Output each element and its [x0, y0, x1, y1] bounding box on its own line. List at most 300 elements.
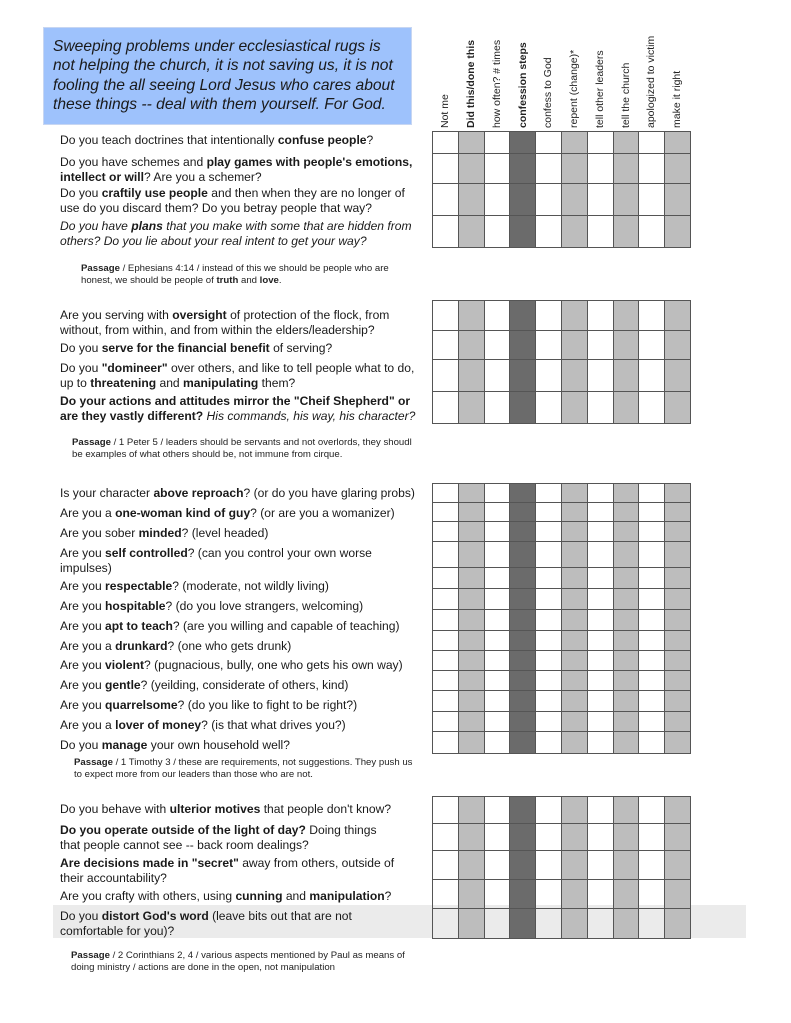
check-cell[interactable] [613, 568, 639, 589]
check-cell[interactable] [561, 732, 587, 754]
check-cell[interactable] [639, 712, 665, 732]
column-header-how-often: how often? # times [491, 39, 503, 128]
check-cell[interactable] [587, 909, 613, 939]
check-cell[interactable] [433, 909, 459, 939]
check-cell[interactable] [536, 360, 562, 392]
check-cell[interactable] [433, 671, 459, 691]
question: Are you crafty with others, using cunning and manipulation? [60, 889, 392, 903]
column-header-make-it-right: make it right [671, 70, 683, 128]
check-cell[interactable] [613, 851, 639, 880]
question: Are you a one-woman kind of guy? (or are you a womanizer) [60, 506, 395, 520]
question: Are you self controlled? (can you control your own worse impulses) [60, 546, 372, 575]
check-cell[interactable] [587, 851, 613, 880]
question: Do you have plans that you make with some that are hidden from others? Do you lie about your real intent to get your way? [60, 219, 412, 248]
check-cell[interactable] [561, 909, 587, 939]
check-cell[interactable] [561, 631, 587, 651]
check-cell[interactable] [458, 691, 484, 712]
check-cell[interactable] [510, 824, 536, 851]
check-cell[interactable] [433, 154, 459, 184]
check-cell[interactable] [510, 484, 536, 503]
check-cell[interactable] [484, 797, 510, 824]
passage-note: Passage / 1 Peter 5 / leaders should be servants and not overlords, they shoudl be examples of what others should be, not immune from cirque. [72, 437, 412, 461]
check-cell[interactable] [458, 484, 484, 503]
check-cell[interactable] [433, 851, 459, 880]
question: Do you behave with ulterior motives that people don't know? [60, 802, 392, 816]
check-cell[interactable] [510, 691, 536, 712]
check-cell[interactable] [510, 542, 536, 568]
check-cell[interactable] [587, 392, 613, 424]
column-header-tell-other-leaders: tell other leaders [594, 50, 606, 128]
check-cell[interactable] [665, 484, 691, 503]
check-cell[interactable] [561, 392, 587, 424]
check-cell[interactable] [639, 132, 665, 154]
check-cell[interactable] [587, 671, 613, 691]
check-cell[interactable] [665, 184, 691, 216]
check-cell[interactable] [458, 522, 484, 542]
check-cell[interactable] [536, 909, 562, 939]
check-cell[interactable] [587, 154, 613, 184]
check-cell[interactable] [458, 542, 484, 568]
check-cell[interactable] [510, 568, 536, 589]
check-cell[interactable] [587, 712, 613, 732]
check-cell[interactable] [587, 824, 613, 851]
check-cell[interactable] [484, 909, 510, 939]
check-cell[interactable] [433, 331, 459, 360]
check-cell[interactable] [665, 610, 691, 631]
check-cell[interactable] [536, 851, 562, 880]
check-cell[interactable] [510, 392, 536, 424]
check-cell[interactable] [561, 651, 587, 671]
check-cell[interactable] [561, 154, 587, 184]
check-cell[interactable] [665, 631, 691, 651]
check-cell[interactable] [458, 671, 484, 691]
check-cell[interactable] [639, 568, 665, 589]
check-cell[interactable] [561, 691, 587, 712]
check-cell[interactable] [458, 851, 484, 880]
check-cell[interactable] [510, 216, 536, 248]
check-cell[interactable] [458, 331, 484, 360]
question: Do you "domineer" over others, and like to tell people what to do, up to threatening and manipulating them? [60, 361, 415, 390]
check-cell[interactable] [510, 610, 536, 631]
check-cell[interactable] [484, 392, 510, 424]
check-cell[interactable] [639, 503, 665, 522]
check-cell[interactable] [458, 184, 484, 216]
check-cell[interactable] [458, 360, 484, 392]
check-cell[interactable] [484, 732, 510, 754]
question: Are you apt to teach? (are you willing and capable of teaching) [60, 619, 400, 633]
check-cell[interactable] [458, 154, 484, 184]
check-cell[interactable] [458, 589, 484, 610]
check-cell[interactable] [484, 184, 510, 216]
check-cell[interactable] [484, 503, 510, 522]
check-cell[interactable] [639, 909, 665, 939]
check-cell[interactable] [587, 797, 613, 824]
check-cell[interactable] [458, 610, 484, 631]
check-cell[interactable] [561, 824, 587, 851]
check-cell[interactable] [536, 712, 562, 732]
check-cell[interactable] [433, 610, 459, 631]
check-cell[interactable] [484, 610, 510, 631]
check-cell[interactable] [665, 360, 691, 392]
passage-note: Passage / 1 Timothy 3 / these are requirements, not suggestions. They push us to expect more from our leaders than those who are not. [74, 757, 413, 781]
check-cell[interactable] [639, 392, 665, 424]
check-cell[interactable] [613, 216, 639, 248]
check-cell[interactable] [561, 589, 587, 610]
check-cell[interactable] [665, 522, 691, 542]
check-cell[interactable] [433, 392, 459, 424]
check-cell[interactable] [561, 331, 587, 360]
check-cell[interactable] [639, 732, 665, 754]
check-cell[interactable] [665, 909, 691, 939]
question: Are you a lover of money? (is that what drives you?) [60, 718, 346, 732]
check-cell[interactable] [587, 184, 613, 216]
check-cell[interactable] [613, 671, 639, 691]
check-cell[interactable] [587, 589, 613, 610]
check-cell[interactable] [561, 522, 587, 542]
check-cell[interactable] [536, 484, 562, 503]
check-cell[interactable] [536, 542, 562, 568]
check-cell[interactable] [510, 503, 536, 522]
check-cell[interactable] [639, 651, 665, 671]
check-cell[interactable] [433, 360, 459, 392]
check-cell[interactable] [665, 671, 691, 691]
check-cell[interactable] [484, 631, 510, 651]
check-cell[interactable] [665, 712, 691, 732]
check-cell[interactable] [433, 824, 459, 851]
check-cell[interactable] [510, 880, 536, 909]
check-cell[interactable] [639, 522, 665, 542]
check-cell[interactable] [613, 691, 639, 712]
check-cell[interactable] [665, 691, 691, 712]
check-cell[interactable] [484, 301, 510, 331]
check-cell[interactable] [665, 651, 691, 671]
check-cell[interactable] [665, 732, 691, 754]
check-cell[interactable] [536, 301, 562, 331]
check-cell[interactable] [536, 522, 562, 542]
check-cell[interactable] [561, 610, 587, 631]
check-cell[interactable] [561, 542, 587, 568]
check-cell[interactable] [613, 360, 639, 392]
check-cell[interactable] [587, 216, 613, 248]
check-cell[interactable] [613, 392, 639, 424]
check-cell[interactable] [587, 880, 613, 909]
check-cell[interactable] [561, 712, 587, 732]
check-cell[interactable] [639, 484, 665, 503]
check-cell[interactable] [561, 484, 587, 503]
check-cell[interactable] [484, 542, 510, 568]
check-cell[interactable] [587, 484, 613, 503]
check-cell[interactable] [510, 154, 536, 184]
check-cell[interactable] [484, 522, 510, 542]
check-cell[interactable] [639, 542, 665, 568]
check-cell[interactable] [587, 691, 613, 712]
check-cell[interactable] [665, 392, 691, 424]
check-cell[interactable] [458, 568, 484, 589]
check-cell[interactable] [665, 331, 691, 360]
check-cell[interactable] [587, 651, 613, 671]
check-cell[interactable] [561, 301, 587, 331]
check-cell[interactable] [665, 880, 691, 909]
check-cell[interactable] [561, 360, 587, 392]
check-cell[interactable] [458, 503, 484, 522]
check-cell[interactable] [639, 610, 665, 631]
check-cell[interactable] [484, 671, 510, 691]
check-cell[interactable] [458, 880, 484, 909]
check-cell[interactable] [639, 184, 665, 216]
passage-note: Passage / Ephesians 4:14 / instead of this we should be people who are honest, we should be people of truth and love. [81, 263, 389, 287]
check-cell[interactable] [587, 331, 613, 360]
check-cell[interactable] [536, 184, 562, 216]
check-cell[interactable] [639, 631, 665, 651]
check-cell[interactable] [639, 154, 665, 184]
check-cell[interactable] [665, 301, 691, 331]
question: Are you respectable? (moderate, not wildly living) [60, 579, 329, 593]
check-cell[interactable] [613, 631, 639, 651]
check-cell[interactable] [510, 797, 536, 824]
check-cell[interactable] [433, 691, 459, 712]
check-cell[interactable] [613, 331, 639, 360]
check-cell[interactable] [639, 671, 665, 691]
check-cell[interactable] [484, 851, 510, 880]
check-cell[interactable] [484, 880, 510, 909]
check-cell[interactable] [433, 503, 459, 522]
check-cell[interactable] [587, 542, 613, 568]
check-cell[interactable] [484, 484, 510, 503]
check-cell[interactable] [433, 880, 459, 909]
check-cell[interactable] [561, 184, 587, 216]
check-cell[interactable] [613, 732, 639, 754]
check-cell[interactable] [536, 154, 562, 184]
check-cell[interactable] [665, 542, 691, 568]
check-cell[interactable] [613, 184, 639, 216]
check-cell[interactable] [536, 568, 562, 589]
check-cell[interactable] [484, 331, 510, 360]
check-cell[interactable] [561, 671, 587, 691]
check-cell[interactable] [536, 651, 562, 671]
question: Do you distort God's word (leave bits out that are not comfortable for you)? [60, 909, 352, 938]
check-cell[interactable] [536, 880, 562, 909]
check-cell[interactable] [536, 503, 562, 522]
check-cell[interactable] [510, 301, 536, 331]
check-cell[interactable] [613, 542, 639, 568]
column-header-tell-the-church: tell the church [620, 62, 632, 128]
check-cell[interactable] [433, 184, 459, 216]
question: Are you a drunkard? (one who gets drunk) [60, 639, 292, 653]
checklist-grid [432, 131, 691, 248]
check-cell[interactable] [433, 542, 459, 568]
check-cell[interactable] [458, 631, 484, 651]
check-cell[interactable] [665, 589, 691, 610]
question: Are decisions made in "secret" away from others, outside of their accountability? [60, 856, 395, 885]
check-cell[interactable] [561, 851, 587, 880]
check-cell[interactable] [433, 797, 459, 824]
check-cell[interactable] [587, 568, 613, 589]
check-cell[interactable] [484, 589, 510, 610]
check-cell[interactable] [665, 824, 691, 851]
check-cell[interactable] [458, 712, 484, 732]
check-cell[interactable] [433, 712, 459, 732]
check-cell[interactable] [536, 691, 562, 712]
check-cell[interactable] [484, 712, 510, 732]
check-cell[interactable] [458, 909, 484, 939]
check-cell[interactable] [665, 503, 691, 522]
check-cell[interactable] [536, 671, 562, 691]
check-cell[interactable] [433, 589, 459, 610]
check-cell[interactable] [433, 651, 459, 671]
check-cell[interactable] [613, 797, 639, 824]
check-cell[interactable] [639, 301, 665, 331]
check-cell[interactable] [561, 797, 587, 824]
check-cell[interactable] [613, 880, 639, 909]
check-cell[interactable] [613, 712, 639, 732]
check-cell[interactable] [484, 568, 510, 589]
check-cell[interactable] [613, 651, 639, 671]
check-cell[interactable] [510, 732, 536, 754]
checklist-grid [432, 483, 691, 754]
check-cell[interactable] [510, 360, 536, 392]
check-cell[interactable] [613, 824, 639, 851]
check-cell[interactable] [510, 589, 536, 610]
check-cell[interactable] [639, 216, 665, 248]
check-cell[interactable] [613, 589, 639, 610]
intro-banner [43, 27, 412, 125]
check-cell[interactable] [587, 522, 613, 542]
check-cell[interactable] [536, 824, 562, 851]
check-cell[interactable] [510, 909, 536, 939]
check-cell[interactable] [639, 589, 665, 610]
check-cell[interactable] [665, 568, 691, 589]
question: Are you quarrelsome? (do you like to fight to be right?) [60, 698, 358, 712]
intro-banner-text: Sweeping problems under ecclesiastical rugs is not helping the church, it is not saving us, it is not fooling the all seeing Lord Jesus who cares about these things -- deal with them yourself. For God. [53, 38, 395, 114]
check-cell[interactable] [587, 732, 613, 754]
check-cell[interactable] [639, 360, 665, 392]
check-cell[interactable] [639, 851, 665, 880]
check-cell[interactable] [536, 610, 562, 631]
question: Do you craftily use people and then when they are no longer of use do you discard them? Do you betray people that way? [60, 186, 405, 215]
question: Is your character above reproach? (or do you have glaring probs) [60, 486, 415, 500]
check-cell[interactable] [639, 797, 665, 824]
check-cell[interactable] [458, 301, 484, 331]
check-cell[interactable] [510, 331, 536, 360]
check-cell[interactable] [587, 360, 613, 392]
check-cell[interactable] [613, 484, 639, 503]
check-cell[interactable] [433, 301, 459, 331]
check-cell[interactable] [458, 132, 484, 154]
check-cell[interactable] [510, 184, 536, 216]
check-cell[interactable] [510, 712, 536, 732]
check-cell[interactable] [536, 732, 562, 754]
check-cell[interactable] [433, 132, 459, 154]
check-cell[interactable] [613, 132, 639, 154]
check-cell[interactable] [665, 797, 691, 824]
question: Do you have schemes and play games with people's emotions, intellect or will? Are you a schemer? [60, 155, 413, 184]
check-cell[interactable] [561, 216, 587, 248]
check-cell[interactable] [613, 301, 639, 331]
check-cell[interactable] [433, 216, 459, 248]
question: Do you operate outside of the light of day? Doing things that people cannot see -- back room dealings? [60, 823, 377, 852]
column-header-confess-to-god: confess to God [542, 57, 554, 128]
question: Are you gentle? (yeilding, considerate of others, kind) [60, 678, 349, 692]
check-cell[interactable] [484, 360, 510, 392]
check-cell[interactable] [458, 651, 484, 671]
check-cell[interactable] [458, 824, 484, 851]
check-cell[interactable] [484, 824, 510, 851]
check-cell[interactable] [536, 589, 562, 610]
column-header-not-me: Not me [439, 94, 451, 128]
check-cell[interactable] [536, 392, 562, 424]
check-cell[interactable] [433, 522, 459, 542]
check-cell[interactable] [484, 691, 510, 712]
check-cell[interactable] [639, 824, 665, 851]
check-cell[interactable] [510, 671, 536, 691]
check-cell[interactable] [665, 154, 691, 184]
check-cell[interactable] [536, 331, 562, 360]
check-cell[interactable] [458, 392, 484, 424]
check-cell[interactable] [561, 132, 587, 154]
check-cell[interactable] [536, 797, 562, 824]
check-cell[interactable] [458, 216, 484, 248]
check-cell[interactable] [587, 132, 613, 154]
question: Are you sober minded? (level headed) [60, 526, 269, 540]
check-cell[interactable] [639, 691, 665, 712]
question: Do your actions and attitudes mirror the "Cheif Shepherd" or are they vastly different? His commands, his way, his character? [60, 394, 416, 423]
check-cell[interactable] [665, 216, 691, 248]
check-cell[interactable] [536, 132, 562, 154]
check-cell[interactable] [665, 851, 691, 880]
check-cell[interactable] [536, 631, 562, 651]
question: Do you serve for the financial benefit of serving? [60, 341, 333, 355]
check-cell[interactable] [613, 154, 639, 184]
column-header-did-this: Did this/done this [465, 39, 477, 128]
check-cell[interactable] [458, 797, 484, 824]
check-cell[interactable] [433, 568, 459, 589]
check-cell[interactable] [510, 851, 536, 880]
check-cell[interactable] [433, 732, 459, 754]
check-cell[interactable] [613, 522, 639, 542]
question: Do you teach doctrines that intentionally confuse people? [60, 133, 374, 147]
check-cell[interactable] [587, 301, 613, 331]
check-cell[interactable] [561, 880, 587, 909]
check-cell[interactable] [639, 880, 665, 909]
check-cell[interactable] [613, 503, 639, 522]
check-cell[interactable] [433, 484, 459, 503]
check-cell[interactable] [510, 132, 536, 154]
check-cell[interactable] [561, 568, 587, 589]
check-cell[interactable] [484, 651, 510, 671]
check-cell[interactable] [613, 909, 639, 939]
check-cell[interactable] [484, 216, 510, 248]
column-header-confession-steps: confession steps [517, 42, 529, 128]
check-cell[interactable] [536, 216, 562, 248]
check-cell[interactable] [587, 631, 613, 651]
check-cell[interactable] [665, 132, 691, 154]
check-cell[interactable] [510, 631, 536, 651]
check-cell[interactable] [587, 610, 613, 631]
check-cell[interactable] [561, 503, 587, 522]
check-cell[interactable] [587, 503, 613, 522]
question: Are you serving with oversight of protection of the flock, from without, from within, and from within the elders/leadership? [60, 308, 390, 337]
check-cell[interactable] [613, 610, 639, 631]
check-cell[interactable] [639, 331, 665, 360]
passage-note: Passage / 2 Corinthians 2, 4 / various aspects mentioned by Paul as means of doing ministry / actions are done in the open, not manipulation [71, 950, 405, 974]
check-cell[interactable] [484, 154, 510, 184]
check-cell[interactable] [510, 522, 536, 542]
question: Are you hospitable? (do you love strangers, welcoming) [60, 599, 364, 613]
check-cell[interactable] [510, 651, 536, 671]
check-cell[interactable] [433, 631, 459, 651]
check-cell[interactable] [484, 132, 510, 154]
check-cell[interactable] [458, 732, 484, 754]
